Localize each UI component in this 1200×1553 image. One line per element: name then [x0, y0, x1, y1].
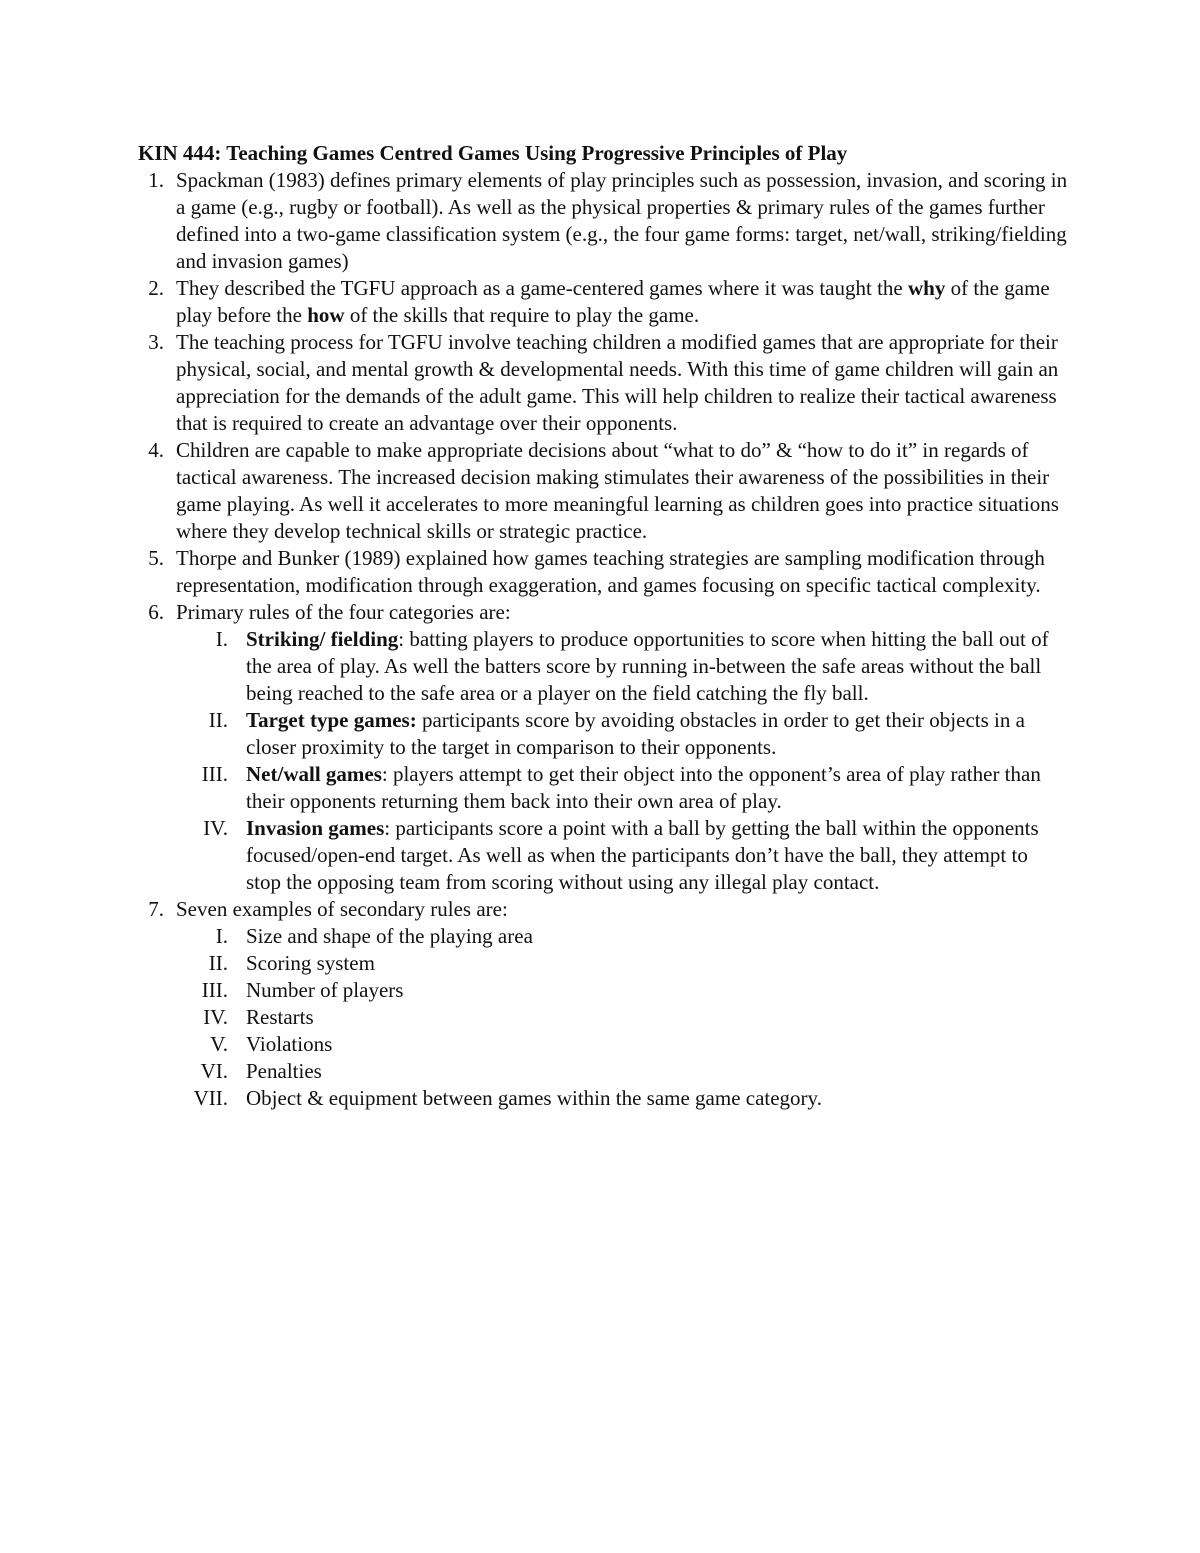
sublist-item-text: Violations	[246, 1032, 333, 1056]
sublist-item-text: Size and shape of the playing area	[246, 924, 533, 948]
roman-numeral: II.	[208, 708, 228, 732]
list-number: 3.	[148, 330, 164, 354]
category-term: Target type games:	[246, 708, 417, 732]
list-item-text: Seven examples of secondary rules are:	[176, 897, 508, 921]
sublist-item	[176, 707, 1068, 761]
emphasis-how: how	[307, 303, 345, 327]
sublist-item-text: : participants score a point with a ball by getting the ball within the opponents focused/open-end target. As well as when the participants don’t have the ball, they attempt to stop the opposing team from scoring without using any illegal play contact.	[246, 816, 1039, 894]
list-number: 1.	[148, 168, 164, 192]
sublist-item	[176, 1004, 1068, 1031]
list-number: 7.	[148, 897, 164, 921]
roman-numeral: IV.	[203, 1005, 228, 1029]
list-item	[138, 437, 1068, 545]
roman-numeral: I.	[215, 627, 228, 651]
list-item-text: of the skills that require to play the game.	[344, 303, 700, 327]
roman-numeral: IV.	[203, 816, 228, 840]
sublist-item-text: : batting players to produce opportunities to score when hitting the ball out of the area of play. As well the batters score by running in-between the safe areas without the ball being reached to the safe area or a player on the field catching the fly ball.	[246, 627, 1049, 705]
sublist-item	[176, 977, 1068, 1004]
list-item	[138, 545, 1068, 599]
roman-numeral: VII.	[193, 1086, 228, 1110]
document-title: KIN 444: Teaching Games Centred Games Using Progressive Principles of Play	[138, 141, 848, 165]
sublist-item	[176, 1058, 1068, 1085]
list-item-text: Thorpe and Bunker (1989) explained how games teaching strategies are sampling modification through representation, modification through exaggeration, and games focusing on specific tactical complexity.	[176, 546, 1045, 597]
roman-numeral: II.	[208, 951, 228, 975]
list-item	[138, 599, 1068, 896]
sublist-item	[176, 950, 1068, 977]
primary-rules-sublist	[176, 626, 1068, 896]
list-item-text: The teaching process for TGFU involve teaching children a modified games that are appropriate for their physical, social, and mental growth & developmental needs. With this time of game children will gain an appreciation for the demands of the adult game. This will help children to realize their tactical awareness that is required to create an advantage over their opponents.	[176, 330, 1059, 435]
roman-numeral: VI.	[200, 1059, 228, 1083]
roman-numeral: V.	[210, 1032, 228, 1056]
list-item	[138, 275, 1068, 329]
sublist-item	[176, 761, 1068, 815]
list-item	[138, 167, 1068, 275]
list-item	[138, 329, 1068, 437]
roman-numeral: III.	[201, 762, 228, 786]
category-term: Striking/ fielding	[246, 627, 399, 651]
list-item	[138, 896, 1068, 1112]
list-number: 6.	[148, 600, 164, 624]
list-item-text: Primary rules of the four categories are:	[176, 600, 511, 624]
category-term: Invasion games	[246, 816, 385, 840]
sublist-item	[176, 1085, 1068, 1112]
category-term: Net/wall games	[246, 762, 382, 786]
list-number: 2.	[148, 276, 164, 300]
sublist-item-text: Number of players	[246, 978, 404, 1002]
sublist-item	[176, 815, 1068, 896]
roman-numeral: I.	[215, 924, 228, 948]
emphasis-why: why	[908, 276, 946, 300]
sublist-item-text: Penalties	[246, 1059, 322, 1083]
list-number: 4.	[148, 438, 164, 462]
secondary-rules-sublist	[176, 923, 1068, 1112]
sublist-item-text: Scoring system	[246, 951, 375, 975]
document-page	[138, 140, 1068, 1112]
list-item-text: Spackman (1983) defines primary elements of play principles such as possession, invasion, and scoring in a game (e.g., rugby or football). As well as the physical properties & primary rules of the games further defined into a two-game classification system (e.g., the four game forms: target, net/wall, striking/fielding and invasion games)	[176, 168, 1068, 273]
sublist-item	[176, 626, 1068, 707]
list-item-text: of the game play before the	[176, 276, 1050, 327]
sublist-item-text: : players attempt to get their object into the opponent’s area of play rather than their opponents returning them back into their own area of play.	[246, 762, 1041, 813]
sublist-item	[176, 1031, 1068, 1058]
list-number: 5.	[148, 546, 164, 570]
list-item-text: Children are capable to make appropriate decisions about “what to do” & “how to do it” in regards of tactical awareness. The increased decision making stimulates their awareness of the possibilities in their game playing. As well it accelerates to more meaningful learning as children goes into practice situations where they develop technical skills or strategic practice.	[176, 438, 1059, 543]
sublist-item-text: Object & equipment between games within the same game category.	[246, 1086, 822, 1110]
roman-numeral: III.	[201, 978, 228, 1002]
sublist-item-text: participants score by avoiding obstacles in order to get their objects in a closer proximity to the target in comparison to their opponents.	[246, 708, 1025, 759]
list-item-text: They described the TGFU approach as a game-centered games where it was taught the	[176, 276, 908, 300]
sublist-item	[176, 923, 1068, 950]
principles-list	[138, 167, 1068, 1112]
sublist-item-text: Restarts	[246, 1005, 314, 1029]
